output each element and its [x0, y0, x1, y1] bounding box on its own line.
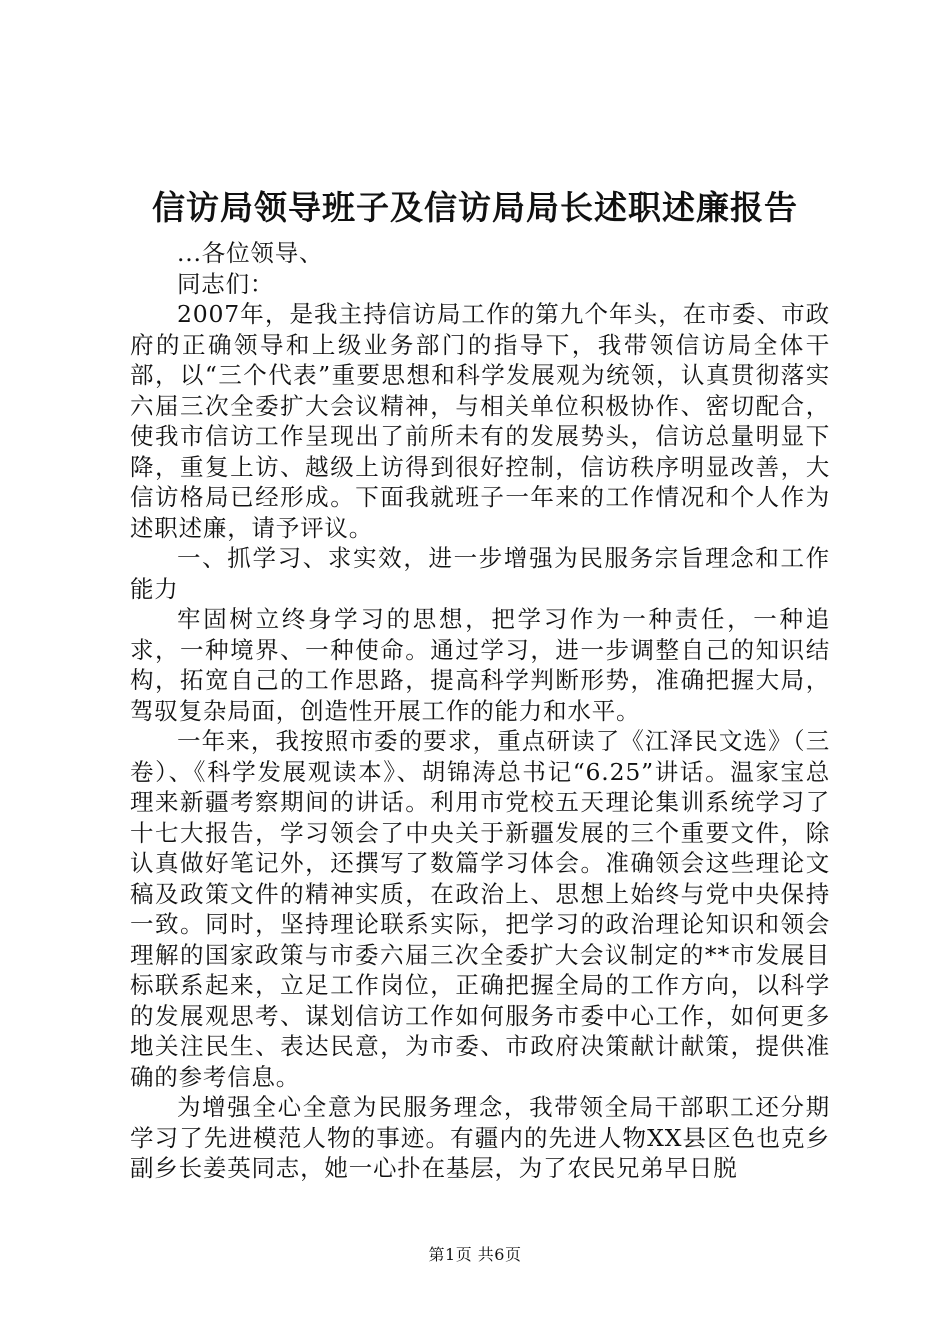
document-title: 信访局领导班子及信访局局长述职述廉报告: [152, 188, 798, 227]
paragraph: 2007年，是我主持信访局工作的第九个年头，在市委、市政府的正确领导和上级业务部门的指导下，我带领信访局全体干部，以“三个代表”重要思想和科学发展观为统领，认真贯彻落实六届三次全委扩大会议精神，与相关单位积极协作、密切配合，使我市信访工作呈现出了前所未有的发展势头，信访总量明显下降，重复上访、越级上访得到很好控制，信访秩序明显改善，大信访格局已经形成。下面我就班子一年来的工作情况和个人作为述职述廉，请予评议。: [130, 300, 830, 542]
paragraph: 一年来，我按照市委的要求，重点研读了《江泽民文选》（三卷）、《科学发展观读本》、胡锦涛总书记“6.25”讲话。温家宝总理来新疆考察期间的讲话。利用市党校五天理论集训系统学习了十七大报告，学习领会了中央关于新疆发展的三个重要文件，除认真做好笔记外，还撰写了数篇学习体会。准确领会这些理论文稿及政策文件的精神实质，在政治上、思想上始终与党中央保持一致。同时，坚持理论联系实际，把学习的政治理论知识和领会理解的国家政策与市委六届三次全委扩大会议制定的**市发展目标联系起来，立足工作岗位，正确把握全局的工作方向，以科学的发展观思考、谋划信访工作如何服务市委中心工作，如何更多地关注民生、表达民意，为市委、市政府决策献计献策，提供准确的参考信息。: [130, 727, 830, 1091]
page-number: 第1页 共6页: [428, 1245, 522, 1264]
greeting-line: ...各位领导、: [177, 239, 324, 267]
section-heading: 一、抓学习、求实效，进一步增强为民服务宗旨理念和工作能力: [130, 544, 830, 603]
paragraph: 为增强全心全意为民服务理念，我带领全局干部职工还分期学习了先进模范人物的事迹。有疆内的先进人物XX县区色也克乡副乡长姜英同志，她一心扑在基层，为了农民兄弟早日脱: [130, 1093, 830, 1182]
document-body: [130, 238, 830, 1184]
greeting-line: 同志们：: [177, 269, 275, 298]
paragraph: 牢固树立终身学习的思想，把学习作为一种责任，一种追求，一种境界、一种使命。通过学习，进一步调整自己的知识结构，拓宽自己的工作思路，提高科学判断形势，准确把握大局，驾驭复杂局面，创造性开展工作的能力和水平。: [130, 605, 830, 725]
